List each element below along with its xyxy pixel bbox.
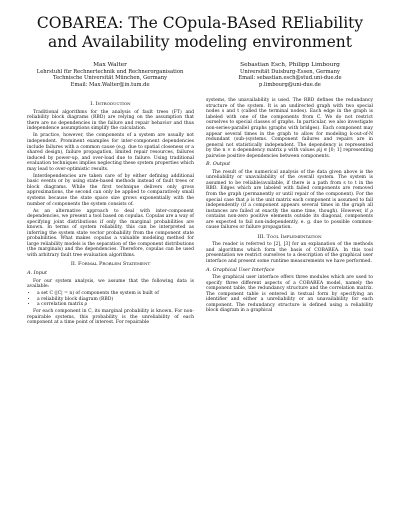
paragraph: As an alternative approach to deal with inter-component dependencies, we present a tool based on copulas. Copulas are a way of specifying joint distributions if only the marginal probabilities are known. In terms of system reliability, this can be interpreted as inferring the system state vector probability from the component state probabilities. What makes copulas a valuable modeling method for large reliability models is the separation of the component distributions (the marginals) and the dependencies. Therefore, copulas can be used with arbitrary fault tree evaluation algorithms. xyxy=(27,208,194,258)
author-left xyxy=(27,62,193,88)
list-item: • a set C (|C| = n) of components the system is built of xyxy=(37,291,194,297)
list-item: • a correlation matrix ρ xyxy=(37,302,194,308)
paragraph: The result of the numerical analysis of the data given above is the unreliability or unavailability of the overall system. The system is assumed to be reliable/available, if there is a path from s to t in the RBD. Edges which are labeled with failed components are removed from the graph (permanently or until repair of the component). For the special case that ρ is the unit matrix each component is assumed to fail independently (if a component appears several times in the graph all instances are failed at exactly the same time, though). However, if ρ contains non-zero positive elements outside its diagonal, components are expected to fail non-independently, e. g. due to possible common-cause failures or failure propagation. xyxy=(206,169,373,231)
left-column xyxy=(27,98,194,327)
subsection-heading: A. Input xyxy=(27,270,47,277)
author-block xyxy=(27,62,373,88)
author-affiliation: Universität Duisburg-Essen, Germany xyxy=(240,69,340,75)
paragraph: For each component in C, its marginal probability is known. For non-repairable systems, this probability is the unreliability of each component at a time point of interest. For repairable xyxy=(27,309,194,326)
author-email: Email: sebastian.esch@stud.uni-due.de xyxy=(238,75,342,82)
input-list xyxy=(27,291,194,308)
paper-title: COBAREA: The COpula-BAsed REliability and Availability modeling environment xyxy=(36,14,364,51)
paragraph: For our system analysis, we assume that the following data is available: xyxy=(27,278,194,290)
section-heading: I. Introduction xyxy=(90,101,131,108)
section-heading: II. Formal Problem Statement xyxy=(70,261,151,268)
author-email: Email: Max.Walter@in.tum.de xyxy=(70,81,150,88)
subsection-heading: B. Output xyxy=(206,161,231,168)
list-item: • a reliability block diagram (RBD) xyxy=(37,297,194,303)
author-affiliation: Technische Universität München, Germany xyxy=(53,75,168,82)
paragraph: Traditional algorithms for the analysis of fault trees (FT) and reliability block diagrams (RBD) are relying on the assumption that there are no dependencies in the failure and repair behavior and thus independence assumptions simplify the calculation. xyxy=(27,109,194,132)
author-email: p.limbourg@uni-due.de xyxy=(259,81,321,88)
section-heading: III. Tool Implementation xyxy=(257,233,322,240)
paragraph: In practice, however, the components of a system are usually not independent. Prominent examples for inter-component dependencies include failures with a common cause (e.g. due to spatial closeness or a shared design), failure propagation, limited repair resources, failures induced by power-up, and over-load due to failure. Using traditional evaluation techniques implies neglecting these system properties which may lead to over-optimistic results. xyxy=(27,133,194,172)
paragraph: systems, the unavailability is used. The RBD defines the redundancy structure of the system. It is an undirected graph with two special nodes s and t (called the terminal nodes). Each edge in the graph is labeled with one of the components from C. We do not restrict ourselves to special classes of graphs. In particular, we also investigate non-series-parallel graphs (graphs with bridges). Each component may appear several times in the graph to allow for modeling k-out-of-N redundant (sub-)systems. Component failures and repairs are in general not statistically independent. The dependency is represented by the n × n dependency matrix ρ with values ρij ∈ [0; 1] representing pairwise positive dependencies between components. xyxy=(206,98,373,159)
author-right xyxy=(207,62,373,88)
right-column xyxy=(206,98,373,327)
subsection-heading: A. Graphical User Interface xyxy=(206,266,275,273)
paragraph: Interdependencies are taken care of by either defining additional basic events or by using state-based methods instead of fault trees or block diagrams. While the first technique delivers only gross approximations, the second can only be applied to comparatively small systems because the state space size grows exponentially with the number of components the system consists of. xyxy=(27,173,194,207)
paragraph: The reader is referred to [2], [3] for an explanation of the methods and algorithms which form the basis of COBAREA. In this tool presentation we restrict ourselves to a description of the graphical user interface and present some runtime measurements we have performed. xyxy=(206,242,373,264)
paragraph: The graphical user interface offers three modules which are used to specify three different aspects of a COBAREA model, namely the component table, the redundancy structure and the correlation matrix. The component table is entered in textual form by specifying an identifier and either a unreliability or an unavailability for each component. The redundancy structure is defined using a reliability block diagram in a graphical xyxy=(206,275,373,314)
author-name: Sebastian Esch, Philipp Limbourg xyxy=(240,62,340,68)
body-columns xyxy=(27,98,373,327)
author-affiliation: Lehrstuhl für Rechnertechnik und Rechnerorganisation xyxy=(36,69,184,75)
author-name: Max Walter xyxy=(93,62,127,68)
